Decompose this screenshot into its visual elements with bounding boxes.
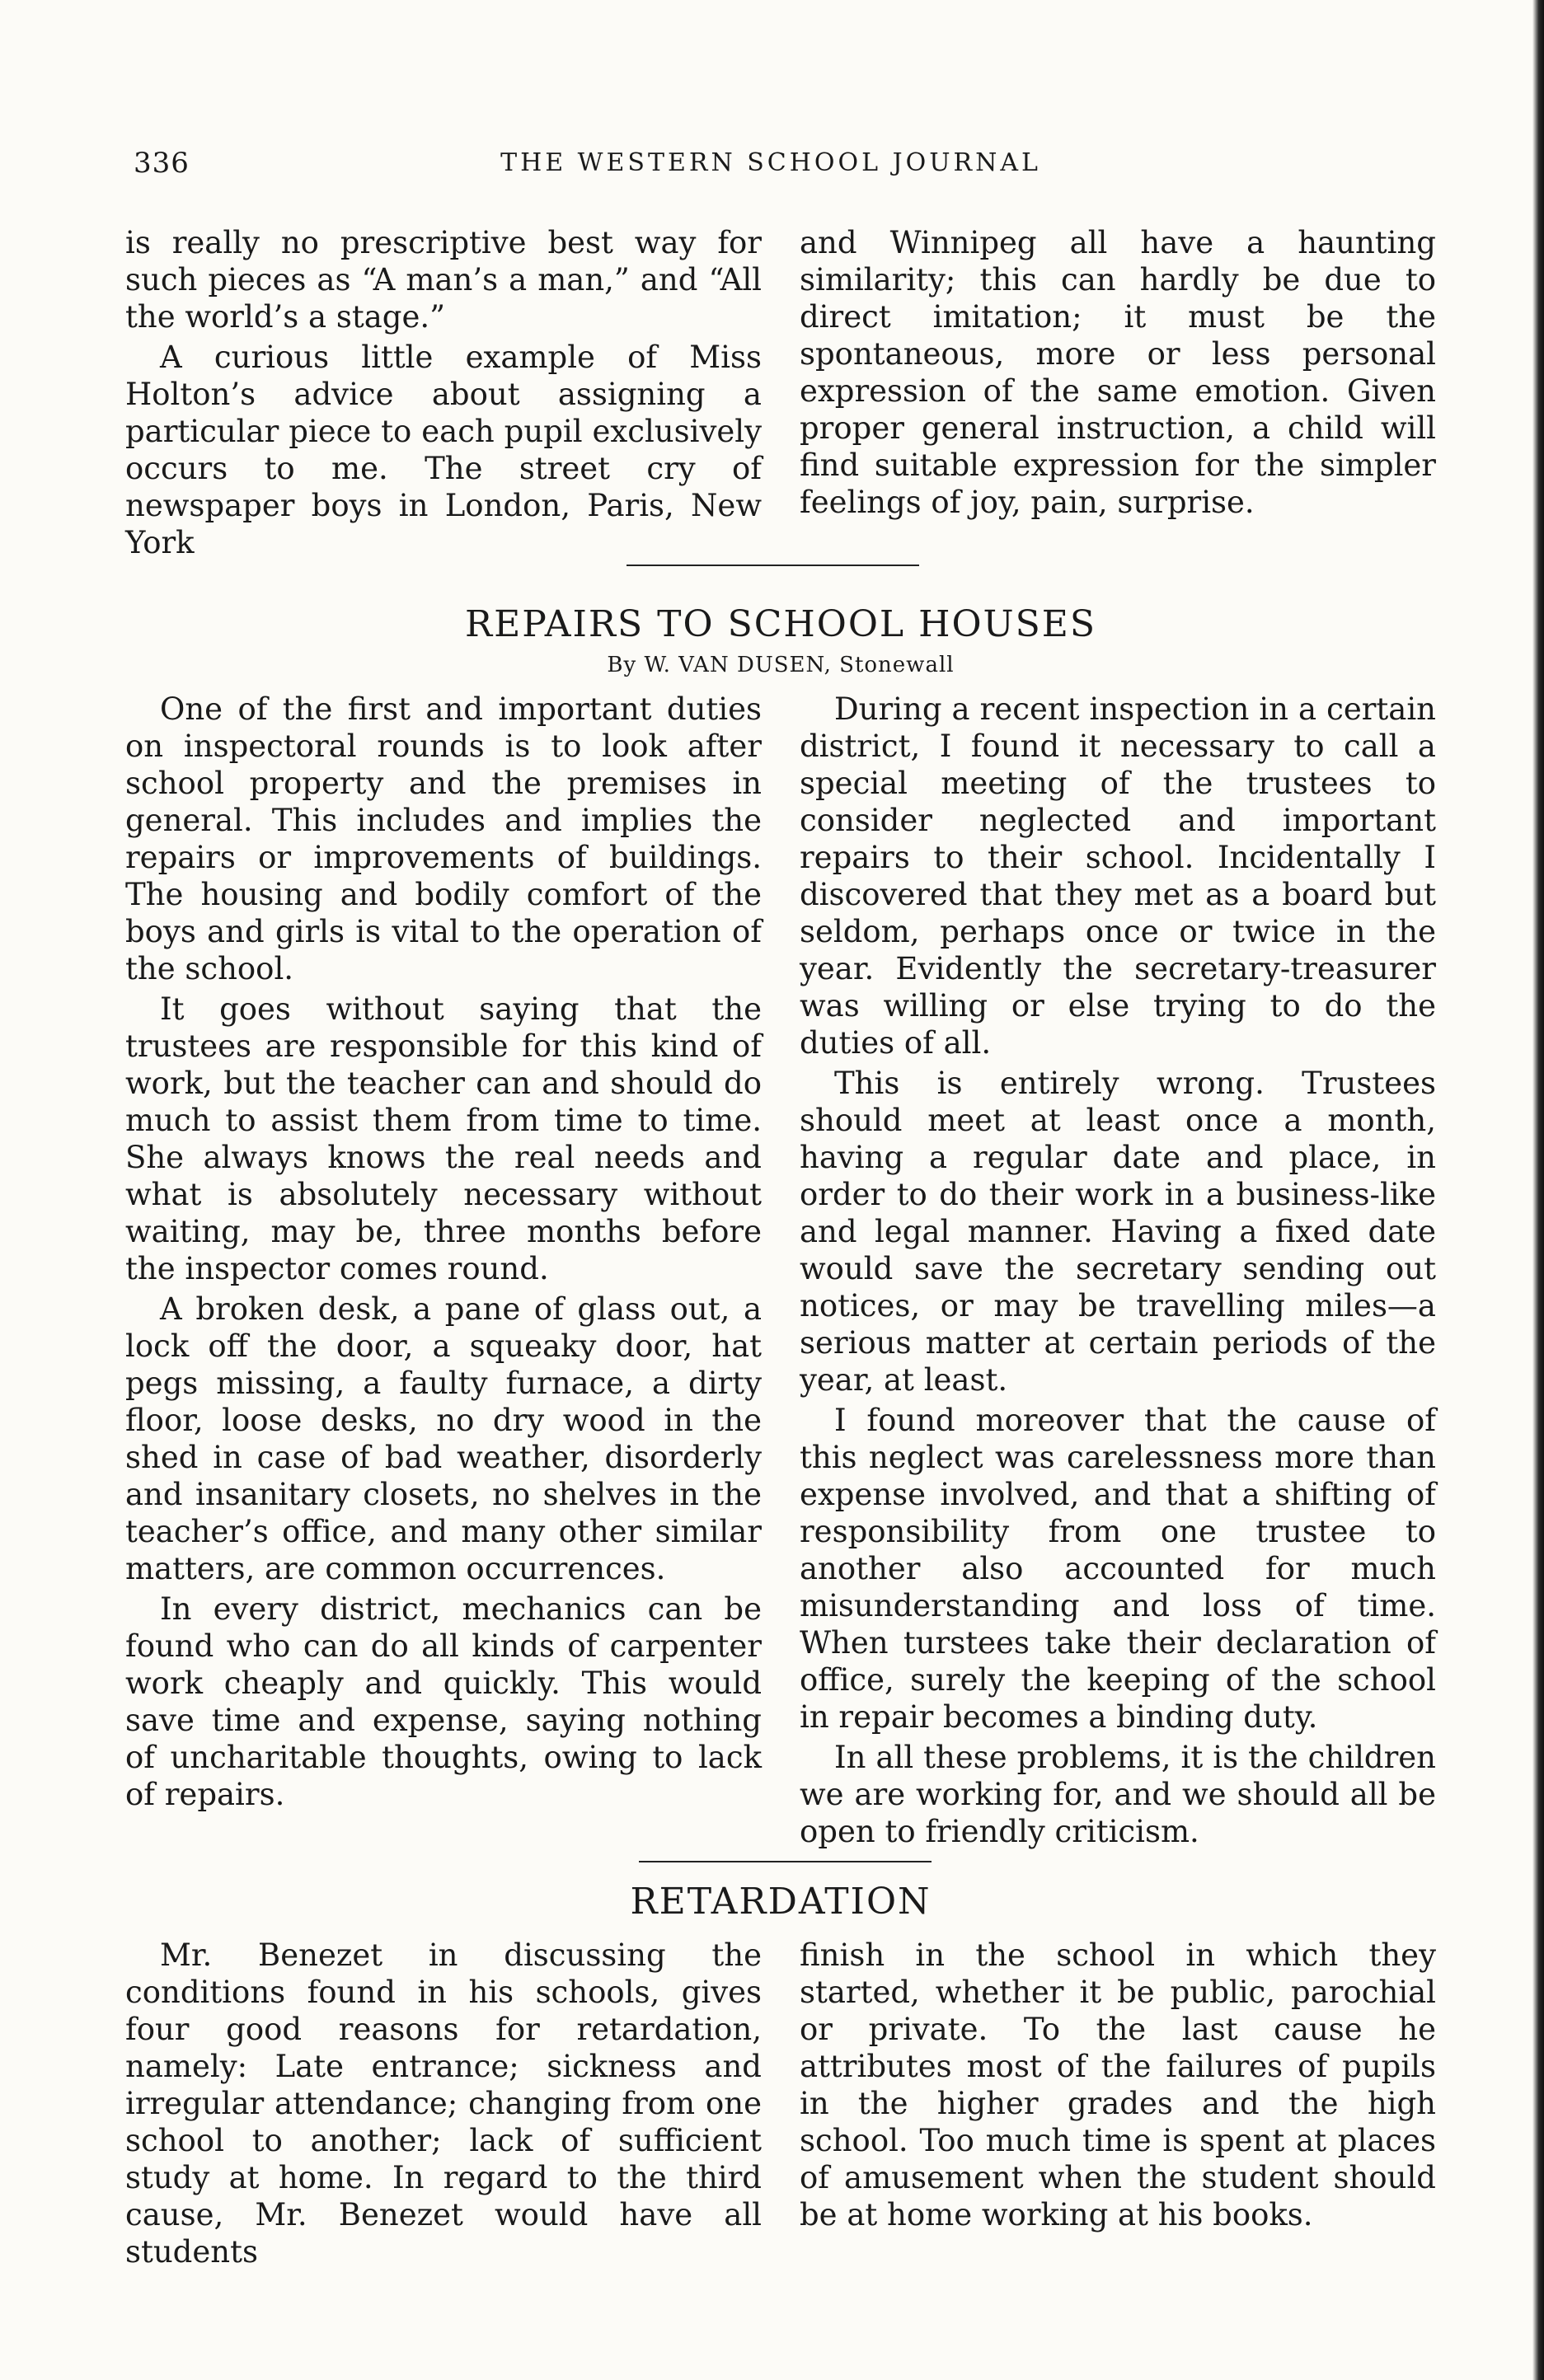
paragraph: finish in the school in which they started, whether it be public, parochial or private. To the last cause he attributes most of the failures of pupils in the higher grades and the high school. Too much time is spent at places of amusement when the student should be at home working at his books. <box>800 1937 1436 2232</box>
paragraph: One of the first and important duties on inspectoral rounds is to look after school property and the premises in general. This includes and implies the repairs or improvements of buildings. The housing and bodily comfort of the boys and girls is vital to the operation of the school. <box>125 691 762 986</box>
retardation-right-column <box>800 1937 1436 2270</box>
repairs-right-column <box>800 691 1436 1850</box>
paragraph: A broken desk, a pane of glass out, a lock off the door, a squeaky door, hat pegs missing, a faulty furnace, a dirty floor, loose desks, no dry wood in the shed in case of bad weather, disorderly and insanitary closets, no shelves in the teacher’s office, and many other similar matters, are common occurrences. <box>125 1291 762 1586</box>
continued-article <box>125 224 1436 561</box>
paragraph: and Winnipeg all have a haunting similarity; this can hardly be due to direct imitation; it must be the spontaneous, more or less personal expression of the same emotion. Given proper general instruction, a child will find suitable expression for the simpler feelings of joy, pain, surprise. <box>800 225 1436 520</box>
paragraph: It goes without saying that the trustees are responsible for this kind of work, but the teacher can and should do much to assist them from time to time. She always knows the real needs and what is absolutely necessary without waiting, may be, three months before the inspector comes round. <box>125 991 762 1286</box>
paragraph: This is entirely wrong. Trustees should meet at least once a month, having a regular date and place, in order to do their work in a business-like and legal manner. Having a fixed date would save the secretary sending out notices, or may be travelling miles—a serious matter at certain periods of the year, at least. <box>800 1066 1436 1398</box>
repairs-left-column <box>125 691 762 1850</box>
section-divider <box>627 565 919 566</box>
paragraph: In all these problems, it is the children we are working for, and we should all be open to friendly criticism. <box>800 1740 1436 1849</box>
paragraph: A curious little example of Miss Holton’s advice about assigning a particular piece to each pupil exclusively occurs to me. The street cry of newspaper boys in London, Paris, New York <box>125 340 762 560</box>
retardation-left-column <box>125 1937 762 2270</box>
article-title-retardation: RETARDATION <box>630 1881 932 1923</box>
scan-edge-shadow <box>1532 0 1544 2380</box>
running-head: THE WESTERN SCHOOL JOURNAL <box>500 148 1041 177</box>
paragraph: Mr. Benezet in discussing the conditions found in his schools, gives four good reasons for retardation, namely: Late entrance; sickness and irregular attendance; changing from one school to another; lack of sufficient study at home. In regard to the third cause, Mr. Benezet would have all students <box>125 1937 762 2270</box>
article-byline: By W. VAN DUSEN, Stonewall <box>607 653 955 677</box>
retardation-article-body <box>125 1937 1436 2270</box>
paragraph: In every district, mechanics can be found who can do all kinds of carpenter work cheaply and quickly. This would save time and expense, saying nothing of uncharitable thoughts, owing to lack of repairs. <box>125 1591 762 1812</box>
section-divider <box>639 1861 932 1862</box>
page-number: 336 <box>134 147 190 180</box>
continued-right-column <box>800 224 1436 561</box>
article-title-repairs: REPAIRS TO SCHOOL HOUSES <box>464 603 1097 645</box>
paragraph: is really no prescriptive best way for such pieces as “A man’s a man,” and “All the world’s a stage.” <box>125 225 762 335</box>
continued-left-column <box>125 224 762 561</box>
repairs-article-body <box>125 691 1436 1850</box>
paragraph: During a recent inspection in a certain district, I found it necessary to call a special meeting of the trustees to consider neglected and important repairs to their school. Incidentally I discovered that they met as a board but seldom, perhaps once or twice in the year. Evidently the secretary-treasurer was willing or else trying to do the duties of all. <box>800 691 1436 1061</box>
paragraph: I found moreover that the cause of this neglect was carelessness more than expense involved, and that a shifting of responsibility from one trustee to another also accounted for much misunderstanding and loss of time. When turstees take their declaration of office, surely the keeping of the school in repair becomes a binding duty. <box>800 1403 1436 1735</box>
